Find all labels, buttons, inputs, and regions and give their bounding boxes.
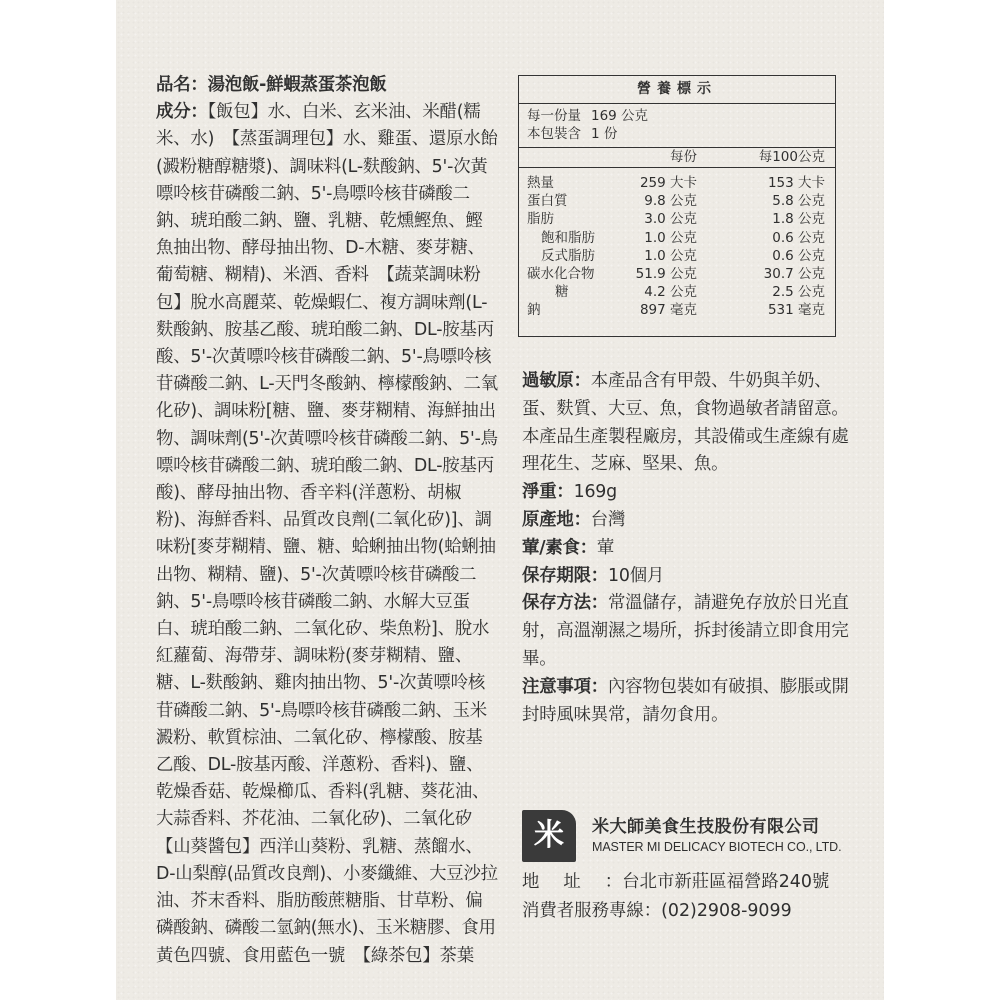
address-colon: ： xyxy=(604,872,623,892)
allergen-text: 本產品含有甲殼、牛奶與羊奶、蛋、麩質、大豆、魚，食物過敏者請留意。本產品生產製程廠房，其設備或生產線有處理花生、芝麻、堅果、魚。 xyxy=(522,371,849,475)
allergen-label: 過敏原： xyxy=(522,371,591,391)
nutrient-name: 鈉 xyxy=(527,302,541,319)
serving-info xyxy=(519,104,835,148)
product-name xyxy=(156,72,498,99)
product-details-column xyxy=(522,368,852,729)
serving-size-value: 169 公克 xyxy=(591,108,649,124)
nutrition-rows xyxy=(519,168,835,320)
nutrition-row xyxy=(519,283,835,301)
nutrition-row xyxy=(519,229,835,247)
nutrient-per-serving: 1.0 公克 xyxy=(644,229,697,246)
per-100g-header: 每100公克 xyxy=(758,149,825,165)
nutrient-per-100g: 30.7 公克 xyxy=(763,265,825,282)
servings-per-package-value: 1 份 xyxy=(591,126,618,142)
notice-label: 注意事項： xyxy=(522,676,608,697)
nutrition-row xyxy=(519,174,835,192)
product-info-column xyxy=(156,72,498,970)
nutrient-name: 熱量 xyxy=(527,175,554,191)
address-label: 地址 xyxy=(522,872,605,892)
servings-per-package-label: 本包裝含 xyxy=(527,126,581,142)
ingredients-label: 成分： xyxy=(156,102,208,123)
nutrient-name: 蛋白質 xyxy=(527,193,568,210)
shelf-life xyxy=(522,563,852,591)
shelf-life-label: 保存期限： xyxy=(522,565,608,586)
origin-value: 台灣 xyxy=(590,509,626,530)
nutrient-per-serving: 3.0 公克 xyxy=(644,211,697,228)
hotline-label: 消費者服務專線： xyxy=(522,901,662,921)
service-hotline xyxy=(522,897,862,926)
hotline-number: (02)2908-9099 xyxy=(661,901,792,921)
allergen-info xyxy=(522,368,852,479)
storage-method xyxy=(522,590,852,673)
nutrient-per-100g: 0.6 公克 xyxy=(772,247,825,264)
product-name-label: 品名： xyxy=(156,75,208,95)
diet-type xyxy=(522,535,852,563)
nutrition-row xyxy=(519,301,835,319)
company-name-en: MASTER MI DELICACY BIOTECH CO., LTD. xyxy=(592,840,842,854)
nutrient-per-100g: 0.6 公克 xyxy=(772,229,825,246)
nutrient-per-100g: 153 大卡 xyxy=(767,175,825,191)
nutrient-per-100g: 1.8 公克 xyxy=(772,211,825,228)
nutrient-per-100g: 2.5 公克 xyxy=(772,284,825,301)
shelf-life-value: 10個月 xyxy=(607,565,665,586)
origin xyxy=(522,507,852,535)
storage-label: 保存方法： xyxy=(522,593,608,614)
nutrient-name: 脂肪 xyxy=(527,211,554,228)
serving-size-label: 每一份量 xyxy=(527,108,581,124)
nutrition-title: 營養標示 xyxy=(519,76,835,104)
product-name-value: 湯泡飯-鮮蝦蒸蛋茶泡飯 xyxy=(207,75,387,95)
net-weight-label: 淨重： xyxy=(522,482,574,503)
contact-info xyxy=(522,868,862,926)
nutrient-name: 糖 xyxy=(555,284,569,301)
diet-type-value: 葷 xyxy=(596,537,615,558)
nutrition-row xyxy=(519,265,835,283)
nutrient-per-serving: 1.0 公克 xyxy=(644,247,697,264)
nutrient-per-serving: 4.2 公克 xyxy=(644,284,697,301)
per-serving-header: 每份 xyxy=(670,149,697,165)
nutrient-name: 飽和脂肪 xyxy=(541,229,595,246)
diet-type-label: 葷/素食： xyxy=(522,537,597,558)
nutrient-name: 碳水化合物 xyxy=(527,265,595,282)
notice-text: 內容物包裝如有破損、膨脹或開封時風味異常，請勿食用。 xyxy=(522,676,849,725)
nutrition-facts-table xyxy=(518,75,836,337)
storage-text: 常溫儲存，請避免存放於日光直射，高溫潮濕之場所，拆封後請立即食用完畢。 xyxy=(522,593,849,669)
address xyxy=(522,868,862,897)
nutrient-per-100g: 5.8 公克 xyxy=(772,193,825,210)
address-value: 台北市新莊區福營路240號 xyxy=(622,872,830,892)
ingredients-text: 【飯包】水、白米、玄米油、米醋(糯米、水) 【蒸蛋調理包】水、雞蛋、還原水飴(澱粉糖醇糖漿)、調味料(L-麩酸鈉、5'-次黃嘌呤核苷磷酸二鈉、5'-鳥嘌呤核苷磷酸二鈉、琥珀酸二鈉、鹽、乳糖、乾燻鰹魚、鰹魚抽出物、酵母抽出物、D-木糖、麥芽糖、葡萄糖、糊精)、米酒、香料 【蔬菜調味粉包】脫水高麗菜、乾燥蝦仁、複方調味劑(L-麩酸鈉、胺基乙酸、琥珀酸二鈉、DL-胺基丙酸、5'-次黃嘌呤核苷磷酸二鈉、5'-鳥嘌呤核苷磷酸二鈉、L-天門冬酸鈉、檸檬酸鈉、二氧化矽)、調味粉[糖、鹽、麥芽糊精、海鮮抽出物、調味劑(5'-次黃嘌呤核苷磷酸二鈉、5'-鳥嘌呤核苷磷酸二鈉、琥珀酸二鈉、DL-胺基丙酸)、酵母抽出物、香辛料(洋蔥粉、胡椒粉)、海鮮香料、品質改良劑(二氧化矽)]、調味粉[麥芽糊精、鹽、糖、蛤蜊抽出物(蛤蜊抽出物、糊精、鹽)、5'-次黃嘌呤核苷磷酸二鈉、5'-鳥嘌呤核苷磷酸二鈉、水解大豆蛋白、琥珀酸二鈉、二氧化矽、柴魚粉]、脫水紅蘿蔔、海帶芽、調味粉(麥芽糊精、鹽、糖、L-麩酸鈉、雞肉抽出物、5'-次黃嘌呤核苷磷酸二鈉、5'-鳥嘌呤核苷磷酸二鈉、玉米澱粉、軟質棕油、二氧化矽、檸檬酸、胺基乙酸、DL-胺基丙酸、洋蔥粉、香料)、鹽、乾燥香菇、乾燥櫛瓜、香料(乳糖、葵花油、大蒜香料、芥花油、二氧化矽)、二氧化矽 【山葵醬包】西洋山葵粉、乳糖、蒸餾水、D-山梨醇(品質改良劑)、小麥纖維、大豆沙拉油、芥末香料、脂肪酸蔗糖脂、甘草粉、偏磷酸鈉、磷酸二氫鈉(無水)、玉米糖膠、食用黃色四號、食用藍色一號 【綠茶包】茶葉 xyxy=(156,102,498,966)
nutrient-per-100g: 531 毫克 xyxy=(767,302,825,319)
net-weight-value: 169g xyxy=(573,482,618,503)
nutrition-header-row xyxy=(519,148,835,168)
notice xyxy=(522,674,852,730)
ingredients xyxy=(156,99,498,970)
nutrition-row xyxy=(519,192,835,210)
nutrient-per-serving: 9.8 公克 xyxy=(644,193,697,210)
net-weight xyxy=(522,479,852,507)
nutrient-per-serving: 897 毫克 xyxy=(639,302,697,319)
nutrient-per-serving: 51.9 公克 xyxy=(635,265,697,282)
company-logo: 米 xyxy=(522,810,576,862)
nutrition-row xyxy=(519,210,835,228)
nutrient-per-serving: 259 大卡 xyxy=(639,175,697,191)
origin-label: 原產地： xyxy=(522,509,591,530)
company-name-zh: 米大師美食生技股份有限公司 xyxy=(592,817,820,837)
nutrition-row xyxy=(519,247,835,265)
company-block xyxy=(522,808,862,868)
nutrient-name: 反式脂肪 xyxy=(541,247,595,264)
